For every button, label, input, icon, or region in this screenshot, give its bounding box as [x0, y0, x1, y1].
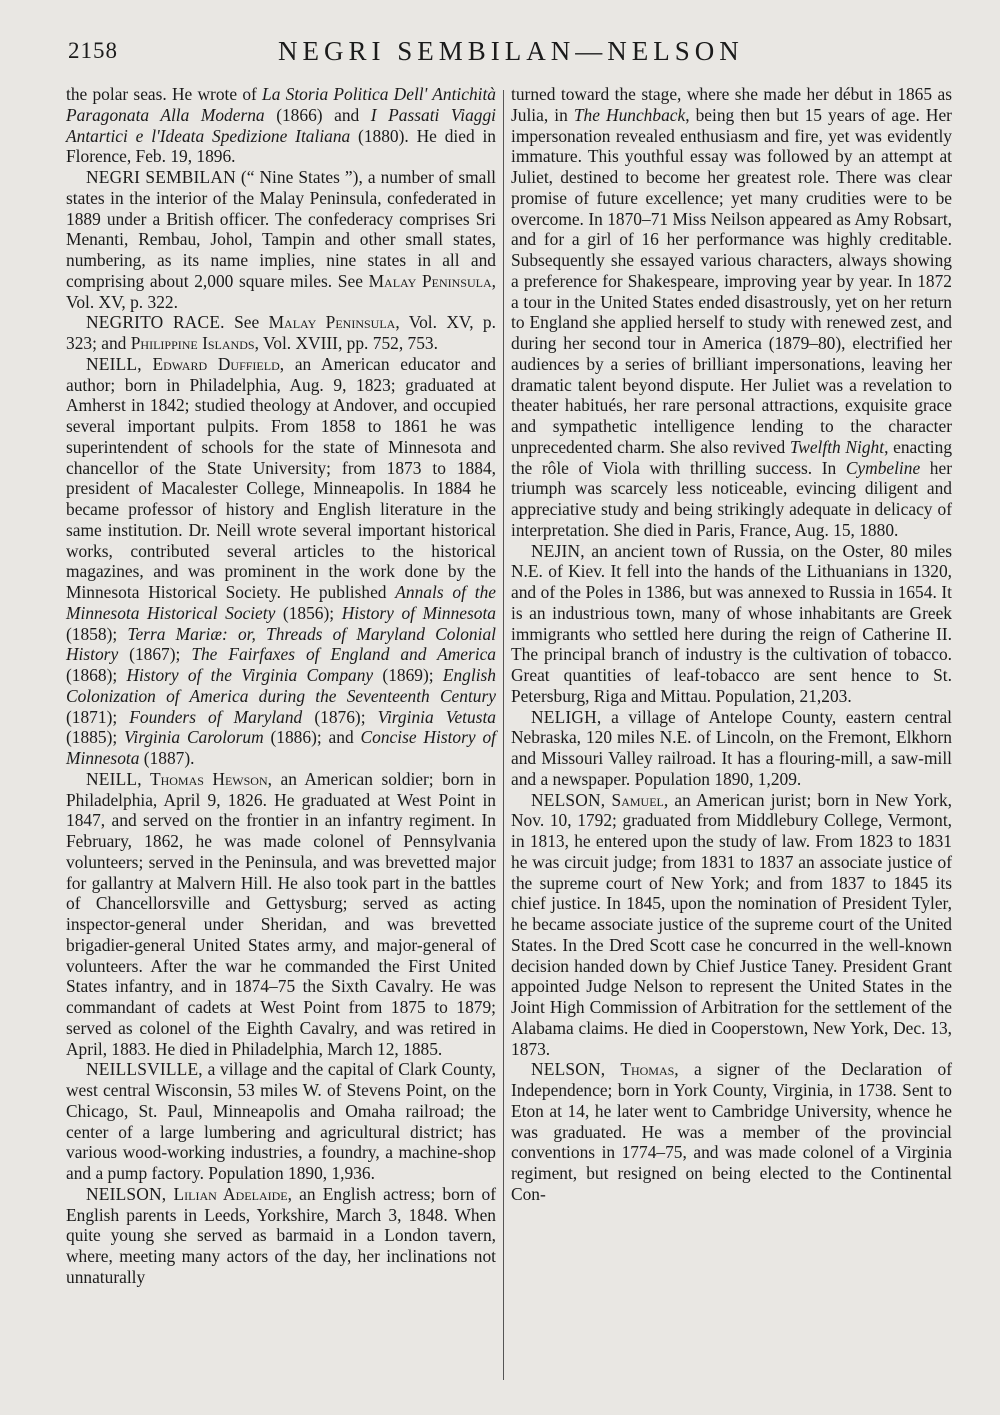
entry-forename: Edward Duffield, [141, 353, 285, 374]
entry-neligh: NELIGH, a village of Antelope County, eastern central Nebraska, 120 miles N.E. of Lincoln, on the Fremont, Elkhorn and Missouri Valley railroad. It has a flouring-mill, a saw-mill and a newspaper. Population 1890, 1,209. [511, 706, 952, 789]
entry-headword: NEJIN, [531, 540, 585, 561]
entry-neillsville: NEILLSVILLE, a village and the capital of Clark County, west central Wisconsin, 53 miles W. of Stevens Point, on the Chicago, St. Paul, Minneapolis and Omaha railroad; the center of a large lumbering and agricultural district; has various wood-working industries, a foundry, a machine-shop and a pump factory. Population 1890, 1,936. [66, 1059, 496, 1183]
entry-continuation: turned toward the stage, where she made her début in 1865 as Julia, in The Hunchback, being then but 15 years of age. Her impersonation revealed enthusiasm and fire, yet was evidently immature. This youthful essay was followed by an attempt at Juliet, destined to become her greatest role. There was clear promise of future excellence; yet many crudities were to be overcome. In 1870–71 Miss Neilson appeared as Amy Robsart, and for a girl of 16 her performance was highly creditable. Subsequently she essayed various characters, always showing a preference for Shakespeare, improving year by year. In 1872 a tour in the United States ended disastrously, yet on her return to England she applied herself to study with renewed zest, and during her second tour in America (1879–80), electrified her audiences by a series of brilliant impersonations, leaving her dramatic talent beyond dispute. Her Juliet was a revelation to theater habitués, her rare personal attractions, exquisite grace and sympathetic intelligence lending to the character unprecedented charm. She also revived Twelfth Night, enacting the rôle of Viola with thrilling success. In Cymbeline her triumph was scarcely less noticeable, evincing diligent and appreciative study and being strikingly adequate in delicacy of interpretation. She died in Paris, France, Aug. 15, 1880. [511, 84, 953, 540]
page-header [68, 38, 948, 72]
entry-headword: NEGRITO RACE. [86, 312, 225, 333]
running-head: NEGRI SEMBILAN—NELSON [278, 36, 744, 66]
cross-reference: Malay Peninsula [368, 270, 492, 291]
entry-forename: Thomas Hewson, [141, 768, 272, 789]
entry-forename: Thomas, [605, 1059, 679, 1080]
entry-nelson-thomas: NELSON, Thomas, a signer of the Declaration of Independence; born in York County, Virginia, in 1738. Sent to Eton at 14, he later went to Cambridge University, whence he was graduated. He was a member of the provincial conventions in 1774–75, and was made colonel of a Virginia regiment, but resigned on being elected to the Continental Con- [511, 1059, 952, 1204]
entry-headword: NELSON, [531, 789, 606, 810]
entry-headword: NELIGH, [531, 706, 602, 727]
left-column [66, 84, 496, 1288]
entry-negrito-race: NEGRITO RACE. See Malay Peninsula, Vol. XV, p. 323; and Philippine Islands, Vol. XVIII, pp. 752, 753. [66, 312, 496, 353]
entry-neill-thomas: NEILL, Thomas Hewson, an American soldier; born in Philadelphia, April 9, 1826. He graduated at West Point in 1847, and served on the frontier in an infantry regiment. In February, 1862, he was made colonel of Pennsylvania volunteers; served in the Peninsula, and was brevetted major for gallantry at Malvern Hill. He also took part in the battles of Chancellorsville and Gettysburg; served as acting inspector-general under Sheridan, and was brevetted brigadier-general United States army, and major-general of volunteers. After the war he commanded the First United States infantry, and in 1874–75 the Sixth Cavalry. He was commandant of cadets at West Point from 1875 to 1879; served as colonel of the Eighth Cavalry, and was retired in April, 1883. He died in Philadelphia, March 12, 1885. [66, 768, 496, 1059]
entry-headword: NEILL, [86, 768, 142, 789]
right-column [511, 84, 952, 1205]
entry-continuation: the polar seas. He wrote of La Storia Politica Dell' Antichità Paragonata Alla Moderna (1866) and I Passati Viaggi Antartici e l'Ideata Spedizione Italiana (1880). He died in Florence, Feb. 19, 1896. [66, 84, 497, 167]
entry-neill-edward: NEILL, Edward Duffield, an American educator and author; born in Philadelphia, Aug. 9, 1823; graduated at Amherst in 1842; studied theology at Andover, and occupied several important pulpits. From 1858 to 1861 he was superintendent of schools for the state of Minnesota and chancellor of the State University; from 1873 to 1884, president of Macalester College, Minneapolis. In 1884 he became professor of history and English literature in the same institution. Dr. Neill wrote several important historical works, contributed several articles to the historical magazines, and was prominent in the work done by the Minnesota Historical Society. He published Annals of the Minnesota Historical Society (1856); History of Minnesota (1858); Terra Mariæ: or, Threads of Maryland Colonial History (1867); The Fairfaxes of England and America (1868); History of the Virginia Company (1869); English Colonization of America during the Seventeenth Century (1871); Founders of Maryland (1876); Virginia Vetusta (1885); Virginia Carolorum (1886); and Concise History of Minnesota (1887). [66, 353, 496, 768]
entry-headword: NEGRI SEMBILAN [86, 167, 236, 187]
entry-nelson-samuel: NELSON, Samuel, an American jurist; born in New York, Nov. 10, 1792; graduated from Middlebury College, Vermont, in 1813, he entered upon the study of law. From 1823 to 1831 he was circuit judge; from 1831 to 1837 an associate justice of the supreme court of New York; and from 1837 to 1845 its chief justice. In 1845, upon the nomination of President Tyler, he became associate justice of the supreme court of the United States. In the Dred Scott case he concurred in the well-known decision handed down by Chief Justice Taney. President Grant appointed Judge Nelson to represent the United States in the Joint High Commission of Arbitration for the settlement of the Alabama claims. He died in Cooperstown, New York, Dec. 13, 1873. [511, 789, 952, 1059]
entry-headword: NEILSON, [86, 1183, 167, 1204]
entry-headword: NELSON, [531, 1059, 606, 1080]
entry-headword: NEILLSVILLE, [86, 1059, 203, 1080]
page-number: 2158 [68, 38, 118, 63]
cross-reference: Philippine Islands [130, 333, 255, 353]
entry-forename: Samuel, [605, 789, 669, 810]
entry-negri-sembilan: NEGRI SEMBILAN (“ Nine States ”), a number of small states in the interior of the Malay Peninsula, confederated in 1889 under a British officer. The confederacy comprises Sri Menanti, Rembau, Johol, Tampin and other small states, numbering, as its name implies, nine states in all and comprising about 2,000 square miles. See Malay Peninsula, Vol. XV, p. 322. [66, 167, 496, 312]
entry-headword: NEILL, [86, 353, 142, 374]
entry-neilson-lilian: NEILSON, Lilian Adelaide, an English actress; born of English parents in Leeds, Yorkshire, March 3, 1848. When quite young she served as barmaid in a London tavern, where, meeting many actors of the day, her inclinations not unnaturally [66, 1183, 496, 1287]
cross-reference: Malay Peninsula [268, 312, 396, 333]
entry-forename: Lilian Adelaide, [166, 1183, 292, 1204]
column-divider [503, 90, 504, 1380]
entry-nejin: NEJIN, an ancient town of Russia, on the Oster, 80 miles N.E. of Kiev. It fell into the hands of the Lithuanians in 1320, and of the Poles in 1386, but was annexed to Russia in 1654. It is an industrious town, many of whose inhabitants are Greek immigrants who settled here during the reign of Catherine II. The principal branch of industry is the cultivation of tobacco. Great quantities of leaf-tobacco are sent hence to St. Petersburg, Riga and Mittau. Population, 21,203. [511, 540, 952, 706]
